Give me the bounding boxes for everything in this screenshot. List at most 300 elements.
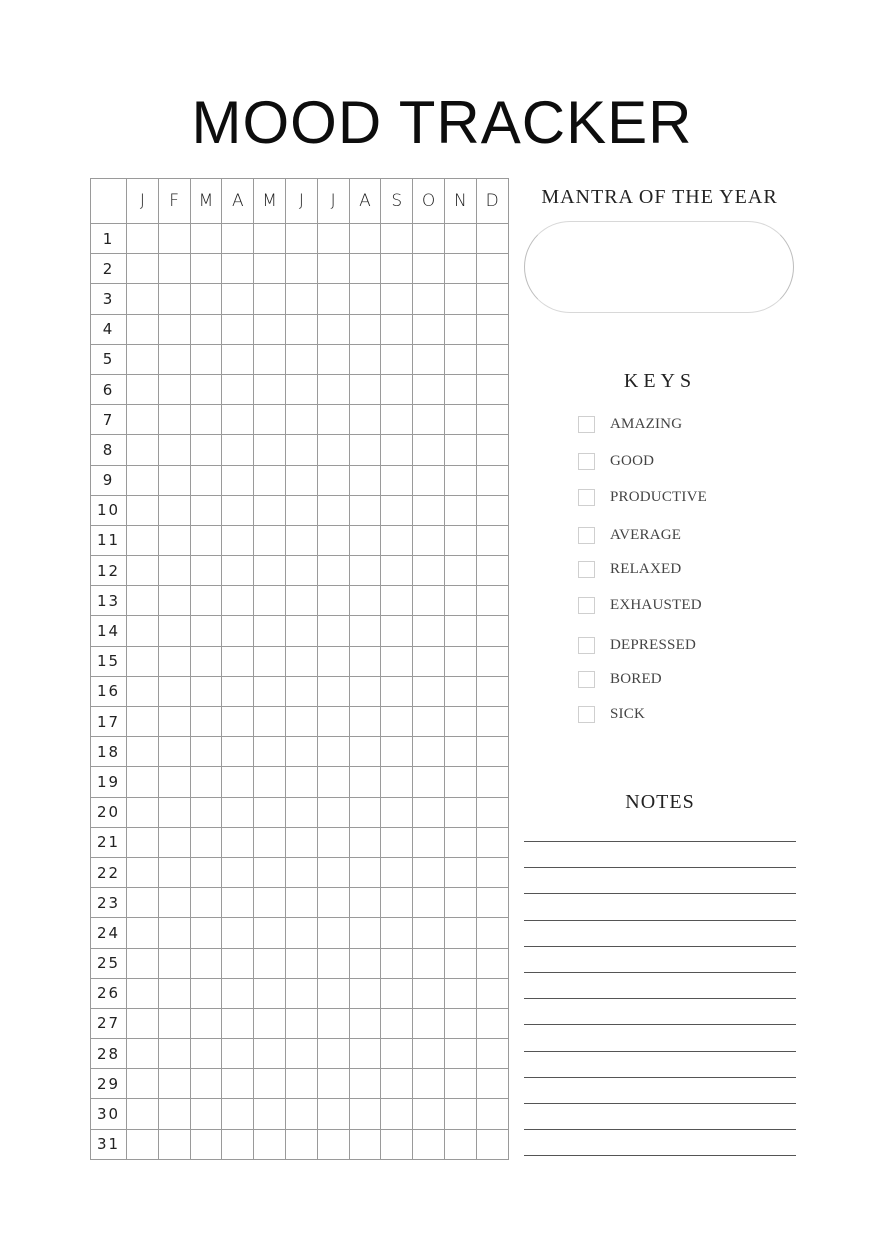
mood-cell[interactable]	[444, 888, 476, 918]
mood-cell[interactable]	[476, 284, 508, 314]
mood-cell[interactable]	[254, 707, 286, 737]
mood-cell[interactable]	[127, 948, 159, 978]
mood-cell[interactable]	[158, 525, 190, 555]
mood-cell[interactable]	[190, 948, 222, 978]
mood-cell[interactable]	[127, 1069, 159, 1099]
mood-cell[interactable]	[190, 797, 222, 827]
mood-cell[interactable]	[222, 405, 254, 435]
mood-cell[interactable]	[381, 525, 413, 555]
mood-cell[interactable]	[317, 1008, 349, 1038]
mood-cell[interactable]	[190, 495, 222, 525]
mood-cell[interactable]	[127, 737, 159, 767]
mood-cell[interactable]	[317, 978, 349, 1008]
mood-cell[interactable]	[381, 465, 413, 495]
mood-cell[interactable]	[190, 646, 222, 676]
mood-cell[interactable]	[381, 405, 413, 435]
mood-cell[interactable]	[317, 344, 349, 374]
mood-cell[interactable]	[317, 465, 349, 495]
mood-cell[interactable]	[444, 465, 476, 495]
mood-cell[interactable]	[444, 254, 476, 284]
mood-cell[interactable]	[222, 435, 254, 465]
mood-cell[interactable]	[285, 827, 317, 857]
note-line[interactable]	[524, 1103, 796, 1104]
mood-cell[interactable]	[444, 284, 476, 314]
mood-cell[interactable]	[127, 254, 159, 284]
mood-cell[interactable]	[381, 797, 413, 827]
mood-cell[interactable]	[349, 1069, 381, 1099]
mood-cell[interactable]	[254, 978, 286, 1008]
mood-cell[interactable]	[349, 254, 381, 284]
mood-cell[interactable]	[381, 284, 413, 314]
mood-cell[interactable]	[444, 374, 476, 404]
mood-cell[interactable]	[222, 556, 254, 586]
mood-cell[interactable]	[285, 978, 317, 1008]
mood-cell[interactable]	[285, 224, 317, 254]
mood-cell[interactable]	[254, 254, 286, 284]
mood-cell[interactable]	[127, 1039, 159, 1069]
mood-cell[interactable]	[381, 676, 413, 706]
mood-cell[interactable]	[285, 254, 317, 284]
mood-cell[interactable]	[413, 314, 445, 344]
mood-cell[interactable]	[127, 374, 159, 404]
mood-cell[interactable]	[190, 344, 222, 374]
mood-cell[interactable]	[254, 1129, 286, 1159]
mood-cell[interactable]	[413, 918, 445, 948]
mood-cell[interactable]	[222, 978, 254, 1008]
mood-cell[interactable]	[349, 224, 381, 254]
mood-cell[interactable]	[476, 707, 508, 737]
mood-cell[interactable]	[476, 737, 508, 767]
mood-cell[interactable]	[444, 737, 476, 767]
mood-cell[interactable]	[190, 857, 222, 887]
mood-cell[interactable]	[413, 556, 445, 586]
mood-cell[interactable]	[127, 797, 159, 827]
mood-cell[interactable]	[349, 405, 381, 435]
mood-cell[interactable]	[254, 676, 286, 706]
mood-cell[interactable]	[317, 827, 349, 857]
mood-cell[interactable]	[254, 767, 286, 797]
note-line[interactable]	[524, 867, 796, 868]
mood-cell[interactable]	[285, 707, 317, 737]
mood-cell[interactable]	[158, 284, 190, 314]
mood-cell[interactable]	[158, 857, 190, 887]
note-line[interactable]	[524, 841, 796, 842]
mood-cell[interactable]	[413, 737, 445, 767]
mood-cell[interactable]	[349, 767, 381, 797]
mood-cell[interactable]	[222, 586, 254, 616]
mood-cell[interactable]	[158, 405, 190, 435]
mood-cell[interactable]	[476, 1039, 508, 1069]
mood-cell[interactable]	[413, 435, 445, 465]
mood-cell[interactable]	[381, 344, 413, 374]
mood-cell[interactable]	[317, 1039, 349, 1069]
mood-cell[interactable]	[158, 465, 190, 495]
mood-cell[interactable]	[413, 857, 445, 887]
mood-cell[interactable]	[285, 435, 317, 465]
mood-cell[interactable]	[158, 707, 190, 737]
mood-cell[interactable]	[254, 797, 286, 827]
mood-cell[interactable]	[349, 525, 381, 555]
mood-cell[interactable]	[317, 374, 349, 404]
mood-cell[interactable]	[222, 314, 254, 344]
mood-cell[interactable]	[413, 948, 445, 978]
mood-cell[interactable]	[444, 1039, 476, 1069]
mood-cell[interactable]	[381, 1099, 413, 1129]
mood-cell[interactable]	[349, 737, 381, 767]
mood-cell[interactable]	[476, 495, 508, 525]
mood-cell[interactable]	[381, 556, 413, 586]
key-checkbox[interactable]	[578, 597, 595, 614]
mood-cell[interactable]	[413, 586, 445, 616]
mood-cell[interactable]	[285, 374, 317, 404]
mood-cell[interactable]	[254, 888, 286, 918]
mood-cell[interactable]	[254, 1039, 286, 1069]
mood-cell[interactable]	[317, 495, 349, 525]
mood-cell[interactable]	[190, 676, 222, 706]
mood-cell[interactable]	[285, 1099, 317, 1129]
mood-cell[interactable]	[413, 1099, 445, 1129]
mood-cell[interactable]	[158, 616, 190, 646]
mood-cell[interactable]	[127, 314, 159, 344]
mood-cell[interactable]	[190, 465, 222, 495]
mood-cell[interactable]	[254, 314, 286, 344]
mood-cell[interactable]	[127, 827, 159, 857]
mood-cell[interactable]	[317, 314, 349, 344]
mood-cell[interactable]	[158, 797, 190, 827]
mood-cell[interactable]	[285, 586, 317, 616]
mood-cell[interactable]	[381, 737, 413, 767]
mood-cell[interactable]	[349, 1008, 381, 1038]
mood-cell[interactable]	[349, 888, 381, 918]
mood-cell[interactable]	[222, 707, 254, 737]
mood-cell[interactable]	[285, 737, 317, 767]
mood-cell[interactable]	[127, 525, 159, 555]
mood-cell[interactable]	[190, 767, 222, 797]
mood-cell[interactable]	[317, 888, 349, 918]
mood-cell[interactable]	[476, 827, 508, 857]
mood-cell[interactable]	[254, 1069, 286, 1099]
mood-cell[interactable]	[349, 586, 381, 616]
mood-cell[interactable]	[127, 1008, 159, 1038]
mood-cell[interactable]	[190, 374, 222, 404]
mood-cell[interactable]	[476, 857, 508, 887]
mood-cell[interactable]	[222, 525, 254, 555]
mood-cell[interactable]	[254, 374, 286, 404]
mood-cell[interactable]	[444, 586, 476, 616]
mood-cell[interactable]	[190, 556, 222, 586]
mood-cell[interactable]	[476, 1069, 508, 1099]
mood-cell[interactable]	[158, 948, 190, 978]
mood-cell[interactable]	[413, 797, 445, 827]
key-checkbox[interactable]	[578, 706, 595, 723]
mood-cell[interactable]	[222, 1069, 254, 1099]
mood-cell[interactable]	[476, 616, 508, 646]
mood-cell[interactable]	[349, 1129, 381, 1159]
mood-cell[interactable]	[222, 495, 254, 525]
mood-cell[interactable]	[127, 707, 159, 737]
mood-cell[interactable]	[349, 465, 381, 495]
mood-cell[interactable]	[190, 1099, 222, 1129]
mood-cell[interactable]	[444, 495, 476, 525]
mood-cell[interactable]	[476, 374, 508, 404]
mood-cell[interactable]	[222, 646, 254, 676]
mood-cell[interactable]	[222, 827, 254, 857]
mood-cell[interactable]	[317, 586, 349, 616]
mantra-box[interactable]	[524, 221, 794, 313]
mood-cell[interactable]	[190, 586, 222, 616]
mood-cell[interactable]	[476, 978, 508, 1008]
mood-cell[interactable]	[444, 1099, 476, 1129]
mood-cell[interactable]	[317, 616, 349, 646]
mood-cell[interactable]	[476, 465, 508, 495]
mood-cell[interactable]	[476, 1099, 508, 1129]
note-line[interactable]	[524, 1024, 796, 1025]
mood-cell[interactable]	[190, 888, 222, 918]
mood-cell[interactable]	[158, 888, 190, 918]
mood-cell[interactable]	[381, 1008, 413, 1038]
mood-cell[interactable]	[254, 1008, 286, 1038]
mood-cell[interactable]	[444, 767, 476, 797]
mood-cell[interactable]	[317, 676, 349, 706]
mood-cell[interactable]	[444, 314, 476, 344]
mood-cell[interactable]	[190, 1008, 222, 1038]
mood-cell[interactable]	[222, 465, 254, 495]
mood-cell[interactable]	[444, 344, 476, 374]
mood-cell[interactable]	[222, 374, 254, 404]
mood-cell[interactable]	[127, 435, 159, 465]
mood-cell[interactable]	[476, 676, 508, 706]
mood-cell[interactable]	[285, 797, 317, 827]
mood-cell[interactable]	[413, 616, 445, 646]
note-line[interactable]	[524, 1129, 796, 1130]
mood-cell[interactable]	[317, 1129, 349, 1159]
mood-cell[interactable]	[413, 676, 445, 706]
mood-cell[interactable]	[254, 616, 286, 646]
mood-cell[interactable]	[127, 978, 159, 1008]
mood-cell[interactable]	[222, 676, 254, 706]
mood-cell[interactable]	[285, 948, 317, 978]
mood-cell[interactable]	[413, 646, 445, 676]
mood-cell[interactable]	[444, 1069, 476, 1099]
mood-cell[interactable]	[254, 435, 286, 465]
mood-cell[interactable]	[222, 344, 254, 374]
mood-cell[interactable]	[349, 616, 381, 646]
note-line[interactable]	[524, 893, 796, 894]
mood-cell[interactable]	[127, 586, 159, 616]
mood-cell[interactable]	[127, 616, 159, 646]
mood-cell[interactable]	[413, 767, 445, 797]
mood-cell[interactable]	[127, 1099, 159, 1129]
mood-cell[interactable]	[254, 495, 286, 525]
mood-cell[interactable]	[127, 857, 159, 887]
mood-cell[interactable]	[413, 405, 445, 435]
mood-cell[interactable]	[381, 827, 413, 857]
mood-cell[interactable]	[317, 707, 349, 737]
mood-cell[interactable]	[317, 767, 349, 797]
mood-cell[interactable]	[476, 254, 508, 284]
mood-cell[interactable]	[158, 1099, 190, 1129]
mood-cell[interactable]	[254, 405, 286, 435]
key-checkbox[interactable]	[578, 671, 595, 688]
mood-cell[interactable]	[413, 978, 445, 1008]
mood-cell[interactable]	[127, 224, 159, 254]
mood-cell[interactable]	[317, 556, 349, 586]
mood-cell[interactable]	[413, 344, 445, 374]
mood-cell[interactable]	[222, 797, 254, 827]
mood-cell[interactable]	[413, 374, 445, 404]
mood-cell[interactable]	[190, 1129, 222, 1159]
mood-cell[interactable]	[190, 435, 222, 465]
note-line[interactable]	[524, 998, 796, 999]
mood-cell[interactable]	[349, 676, 381, 706]
mood-cell[interactable]	[349, 435, 381, 465]
mood-cell[interactable]	[190, 918, 222, 948]
mood-cell[interactable]	[127, 646, 159, 676]
mood-cell[interactable]	[317, 435, 349, 465]
mood-cell[interactable]	[158, 435, 190, 465]
mood-cell[interactable]	[222, 948, 254, 978]
mood-cell[interactable]	[127, 1129, 159, 1159]
mood-cell[interactable]	[285, 616, 317, 646]
mood-cell[interactable]	[349, 707, 381, 737]
mood-cell[interactable]	[158, 495, 190, 525]
mood-cell[interactable]	[476, 344, 508, 374]
mood-cell[interactable]	[444, 435, 476, 465]
mood-cell[interactable]	[381, 616, 413, 646]
mood-cell[interactable]	[413, 495, 445, 525]
mood-cell[interactable]	[285, 1069, 317, 1099]
mood-cell[interactable]	[190, 224, 222, 254]
mood-cell[interactable]	[285, 405, 317, 435]
mood-cell[interactable]	[444, 948, 476, 978]
mood-cell[interactable]	[381, 586, 413, 616]
mood-cell[interactable]	[476, 224, 508, 254]
mood-cell[interactable]	[413, 888, 445, 918]
mood-cell[interactable]	[158, 646, 190, 676]
mood-cell[interactable]	[127, 495, 159, 525]
note-line[interactable]	[524, 946, 796, 947]
mood-cell[interactable]	[285, 495, 317, 525]
mood-cell[interactable]	[317, 646, 349, 676]
mood-cell[interactable]	[349, 797, 381, 827]
mood-cell[interactable]	[381, 374, 413, 404]
mood-cell[interactable]	[158, 1069, 190, 1099]
mood-cell[interactable]	[222, 254, 254, 284]
mood-cell[interactable]	[285, 525, 317, 555]
mood-cell[interactable]	[381, 224, 413, 254]
mood-cell[interactable]	[127, 465, 159, 495]
mood-cell[interactable]	[158, 918, 190, 948]
mood-cell[interactable]	[381, 1069, 413, 1099]
mood-cell[interactable]	[158, 978, 190, 1008]
note-line[interactable]	[524, 1051, 796, 1052]
mood-cell[interactable]	[317, 405, 349, 435]
mood-cell[interactable]	[285, 465, 317, 495]
mood-cell[interactable]	[381, 646, 413, 676]
mood-cell[interactable]	[349, 314, 381, 344]
mood-cell[interactable]	[158, 676, 190, 706]
mood-cell[interactable]	[413, 1129, 445, 1159]
mood-cell[interactable]	[317, 857, 349, 887]
mood-cell[interactable]	[190, 525, 222, 555]
mood-cell[interactable]	[222, 224, 254, 254]
mood-cell[interactable]	[285, 1039, 317, 1069]
mood-cell[interactable]	[381, 314, 413, 344]
mood-cell[interactable]	[444, 646, 476, 676]
note-line[interactable]	[524, 920, 796, 921]
mood-cell[interactable]	[127, 676, 159, 706]
mood-cell[interactable]	[317, 284, 349, 314]
key-checkbox[interactable]	[578, 416, 595, 433]
mood-cell[interactable]	[349, 556, 381, 586]
mood-cell[interactable]	[476, 797, 508, 827]
mood-cell[interactable]	[317, 797, 349, 827]
mood-cell[interactable]	[190, 314, 222, 344]
mood-cell[interactable]	[413, 224, 445, 254]
mood-cell[interactable]	[127, 767, 159, 797]
mood-cell[interactable]	[254, 344, 286, 374]
mood-cell[interactable]	[476, 1129, 508, 1159]
note-line[interactable]	[524, 972, 796, 973]
mood-cell[interactable]	[444, 1129, 476, 1159]
mood-cell[interactable]	[381, 888, 413, 918]
mood-cell[interactable]	[349, 827, 381, 857]
mood-cell[interactable]	[413, 525, 445, 555]
mood-cell[interactable]	[349, 948, 381, 978]
mood-cell[interactable]	[158, 374, 190, 404]
mood-cell[interactable]	[285, 556, 317, 586]
mood-cell[interactable]	[158, 556, 190, 586]
mood-cell[interactable]	[285, 284, 317, 314]
mood-cell[interactable]	[158, 224, 190, 254]
mood-cell[interactable]	[476, 767, 508, 797]
mood-cell[interactable]	[158, 586, 190, 616]
mood-cell[interactable]	[190, 1069, 222, 1099]
mood-cell[interactable]	[158, 344, 190, 374]
mood-cell[interactable]	[190, 405, 222, 435]
mood-cell[interactable]	[222, 737, 254, 767]
mood-cell[interactable]	[317, 948, 349, 978]
mood-cell[interactable]	[254, 857, 286, 887]
mood-cell[interactable]	[190, 254, 222, 284]
mood-cell[interactable]	[254, 224, 286, 254]
mood-cell[interactable]	[190, 616, 222, 646]
mood-cell[interactable]	[285, 857, 317, 887]
mood-cell[interactable]	[222, 888, 254, 918]
mood-cell[interactable]	[413, 1008, 445, 1038]
mood-cell[interactable]	[254, 948, 286, 978]
mood-cell[interactable]	[222, 1008, 254, 1038]
mood-cell[interactable]	[413, 254, 445, 284]
mood-cell[interactable]	[317, 737, 349, 767]
mood-cell[interactable]	[444, 676, 476, 706]
mood-cell[interactable]	[285, 646, 317, 676]
note-line[interactable]	[524, 1077, 796, 1078]
mood-cell[interactable]	[317, 1099, 349, 1129]
mood-cell[interactable]	[285, 344, 317, 374]
mood-cell[interactable]	[476, 1008, 508, 1038]
mood-cell[interactable]	[254, 556, 286, 586]
mood-cell[interactable]	[413, 465, 445, 495]
mood-cell[interactable]	[349, 495, 381, 525]
key-checkbox[interactable]	[578, 453, 595, 470]
mood-cell[interactable]	[254, 525, 286, 555]
mood-cell[interactable]	[222, 857, 254, 887]
mood-cell[interactable]	[190, 737, 222, 767]
mood-cell[interactable]	[158, 767, 190, 797]
mood-cell[interactable]	[127, 284, 159, 314]
note-line[interactable]	[524, 1155, 796, 1156]
